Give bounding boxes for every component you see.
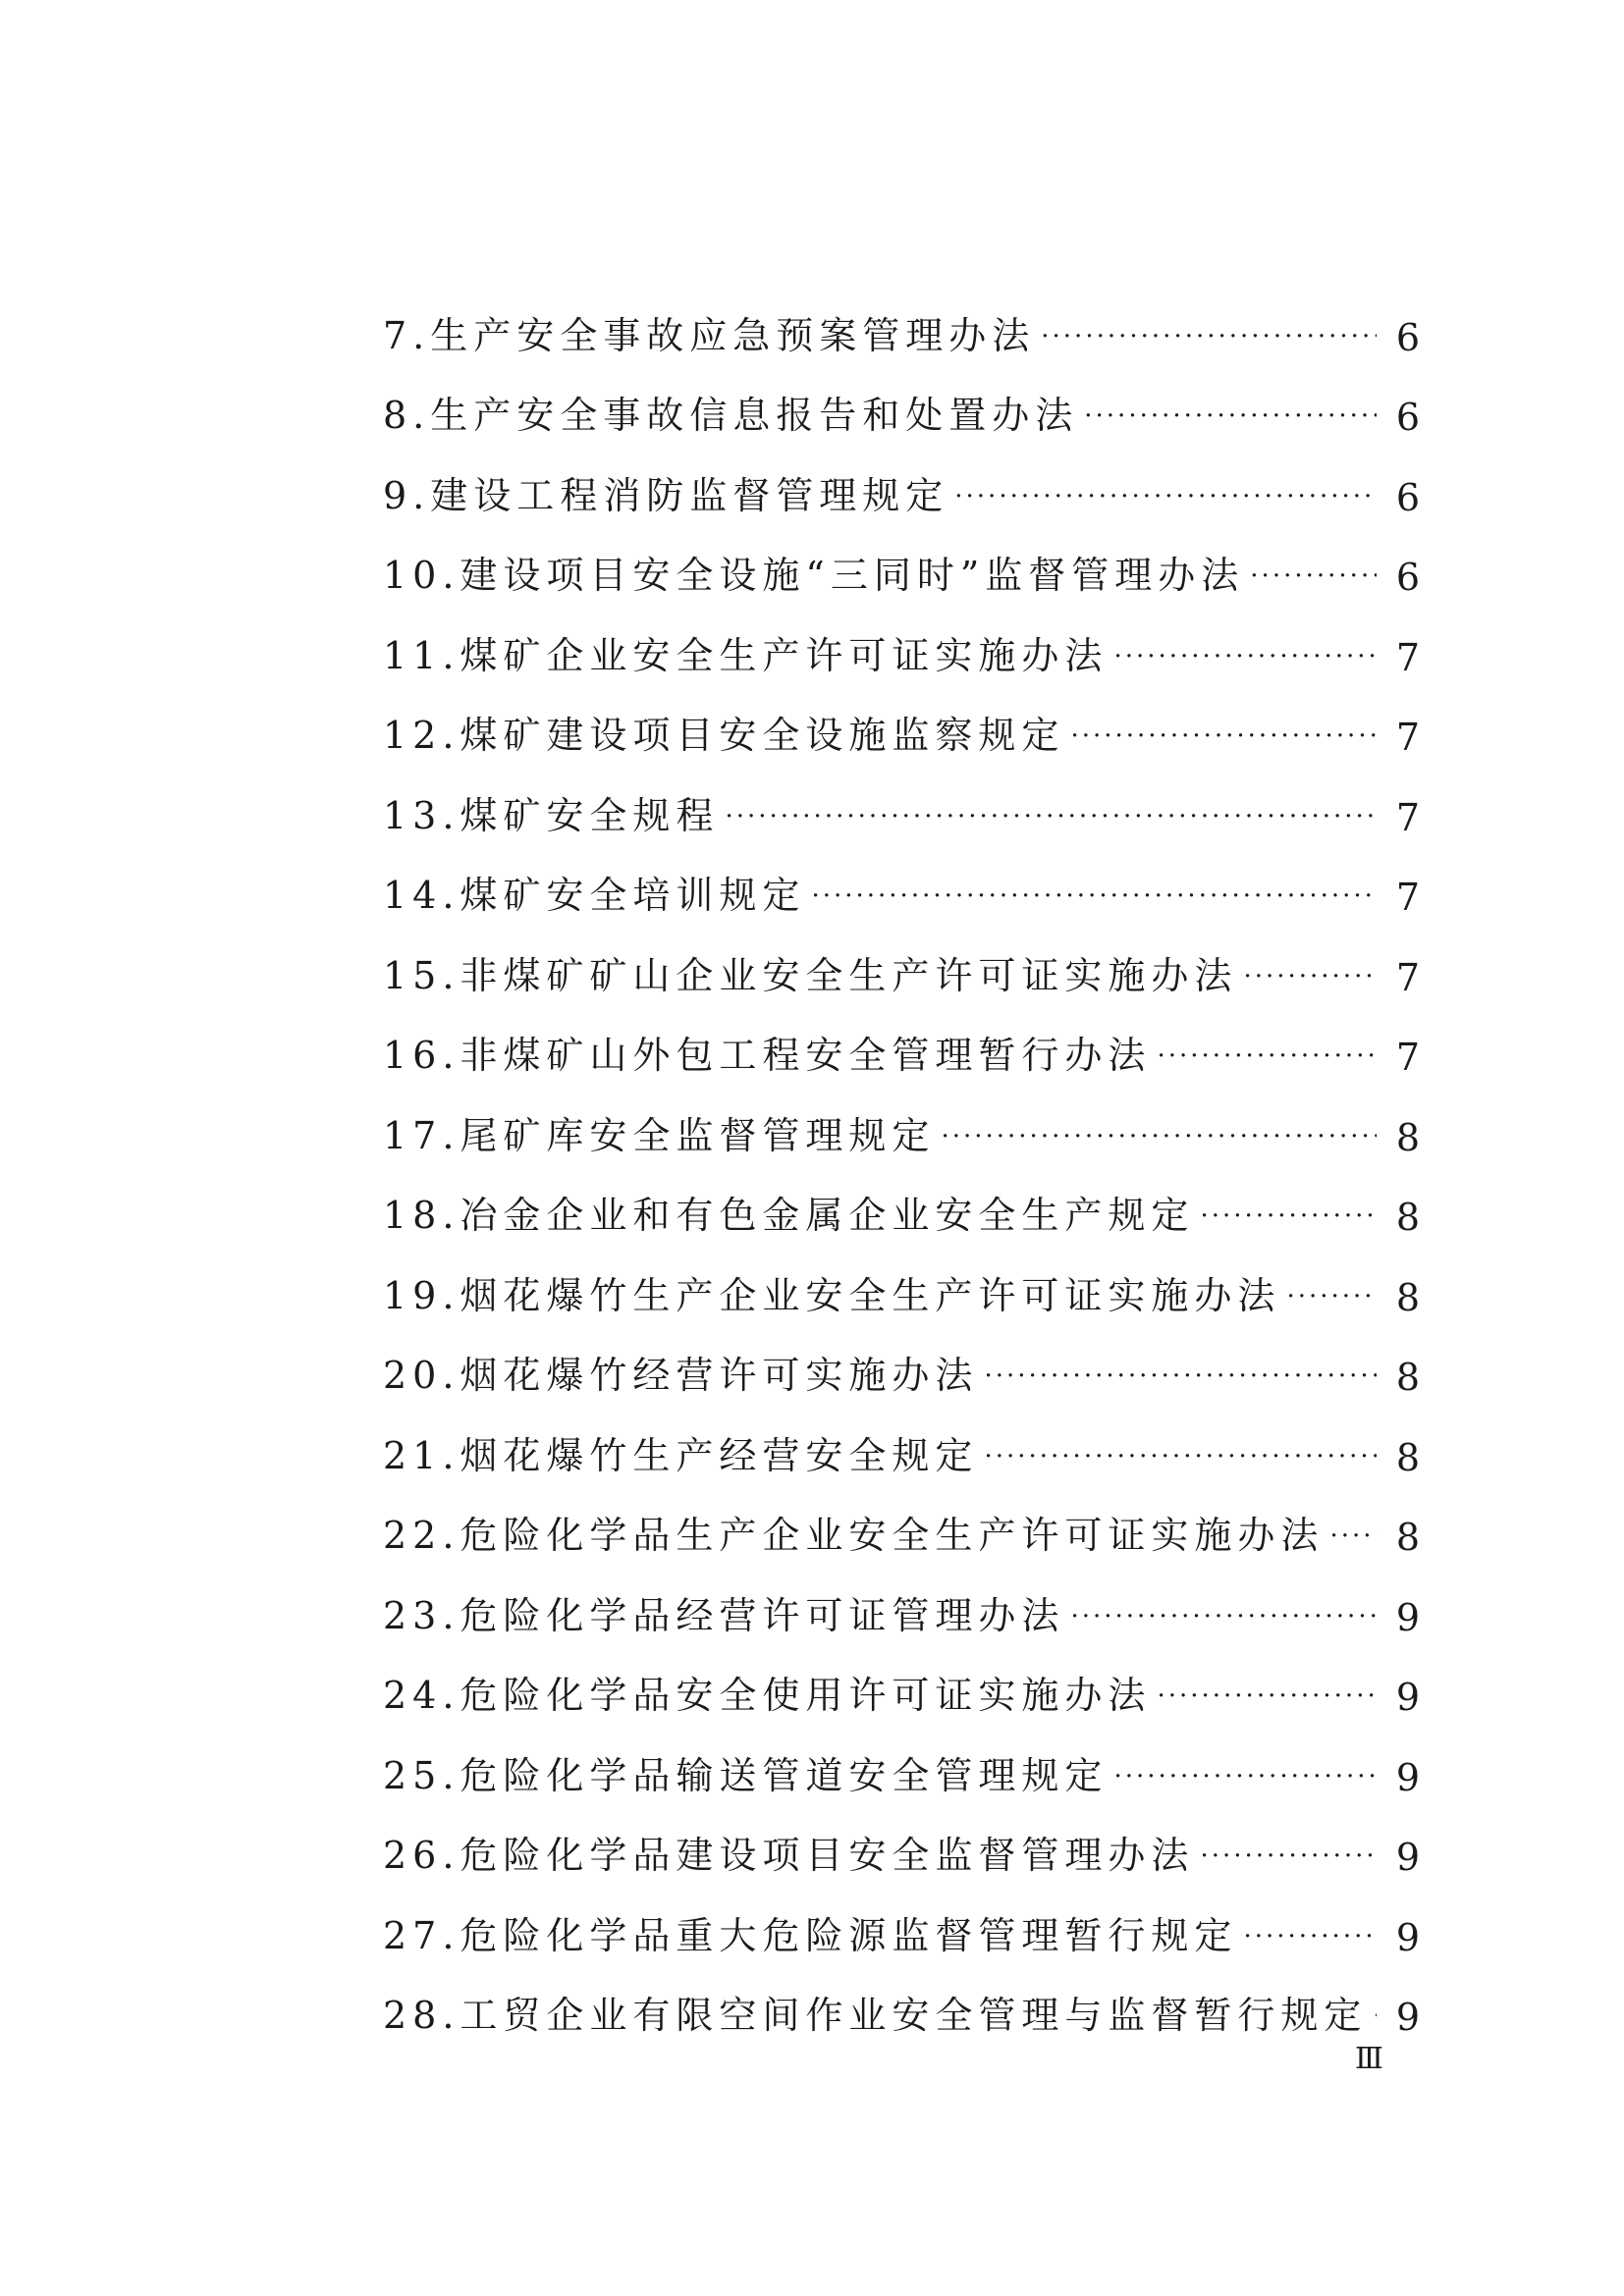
toc-entry xyxy=(383,1399,1420,1479)
toc-leader-dots xyxy=(1070,1604,1377,1639)
toc-leader-dots xyxy=(1157,1043,1377,1079)
toc-entry-title: 24.危险化学品安全使用许可证实施办法 xyxy=(383,1674,1152,1717)
toc-entry-title: 15.非煤矿矿山企业安全生产许可证实施办法 xyxy=(383,953,1238,997)
toc-leader-dots xyxy=(941,1124,1377,1159)
toc-entry xyxy=(383,1479,1420,1560)
toc-entry-page: 7 xyxy=(1395,716,1420,759)
toc-entry-page: 8 xyxy=(1395,1516,1420,1559)
toc-entry-page: 8 xyxy=(1395,1435,1420,1479)
toc-entry-page: 9 xyxy=(1395,1996,1420,2039)
toc-leader-dots xyxy=(1157,1683,1377,1719)
toc-leader-dots xyxy=(1243,1924,1377,1959)
toc-entry-page: 8 xyxy=(1395,1275,1420,1319)
toc-leader-dots xyxy=(1041,324,1377,359)
toc-entry-title: 11.煤矿企业安全生产许可证实施办法 xyxy=(383,633,1109,677)
toc-leader-dots xyxy=(1070,723,1377,759)
toc-entry-page: 6 xyxy=(1395,475,1420,519)
toc-leader-dots xyxy=(1286,1284,1377,1319)
toc-entry xyxy=(383,1319,1420,1400)
toc-leader-dots xyxy=(984,1363,1377,1399)
toc-entry-title: 12.煤矿建设项目安全设施监察规定 xyxy=(383,714,1065,757)
toc-entry xyxy=(383,359,1420,440)
toc-entry xyxy=(383,279,1420,359)
toc-entry-page: 7 xyxy=(1395,795,1420,839)
toc-entry xyxy=(383,1239,1420,1319)
toc-entry-title: 17.尾矿库安全监督管理规定 xyxy=(383,1113,936,1157)
toc-entry-page: 8 xyxy=(1395,1356,1420,1399)
toc-entry xyxy=(383,599,1420,679)
toc-entry-title: 18.冶金企业和有色金属企业安全生产规定 xyxy=(383,1194,1195,1237)
toc-entry-page: 7 xyxy=(1395,635,1420,679)
toc-leader-dots xyxy=(984,1444,1377,1479)
toc-leader-dots xyxy=(1113,1764,1377,1799)
toc-leader-dots xyxy=(1200,1203,1377,1239)
toc-leader-dots xyxy=(1250,563,1377,599)
toc-leader-dots xyxy=(1329,1523,1377,1559)
toc-entry xyxy=(383,439,1420,519)
toc-entry-title: 16.非煤矿山外包工程安全管理暂行办法 xyxy=(383,1034,1152,1077)
toc-entry-page: 8 xyxy=(1395,1196,1420,1239)
toc-entry-title: 14.煤矿安全培训规定 xyxy=(383,874,806,917)
toc-entry-page: 7 xyxy=(1395,1036,1420,1079)
toc-entry-page: 9 xyxy=(1395,1755,1420,1799)
toc-entry xyxy=(383,519,1420,600)
toc-entry xyxy=(383,1799,1420,1880)
toc-entry xyxy=(383,1079,1420,1159)
toc-leader-dots xyxy=(1084,403,1377,439)
toc-entry xyxy=(383,839,1420,920)
toc-leader-dots xyxy=(1243,964,1377,999)
page-number: Ⅲ xyxy=(1355,2042,1383,2076)
toc-entry-title: 19.烟花爆竹生产企业安全生产许可证实施办法 xyxy=(383,1273,1281,1317)
toc-entry-page: 9 xyxy=(1395,1836,1420,1879)
toc-entry-page: 6 xyxy=(1395,315,1420,359)
toc-entry xyxy=(383,1879,1420,1959)
toc-leader-dots xyxy=(954,484,1377,519)
toc-entry-title: 27.危险化学品重大危险源监督管理暂行规定 xyxy=(383,1913,1238,1957)
toc-entry-title: 20.烟花爆竹经营许可实施办法 xyxy=(383,1354,979,1397)
toc-entry-title: 21.烟花爆竹生产经营安全规定 xyxy=(383,1433,979,1477)
toc-leader-dots xyxy=(1200,1843,1377,1879)
toc-entry-title: 10.建设项目安全设施“三同时”监督管理办法 xyxy=(383,554,1245,597)
toc-entry-title: 22.危险化学品生产企业安全生产许可证实施办法 xyxy=(383,1514,1325,1557)
toc-entry xyxy=(383,1719,1420,1799)
toc-entry-title: 25.危险化学品输送管道安全管理规定 xyxy=(383,1753,1109,1797)
toc-entry xyxy=(383,1959,1420,2040)
toc-leader-dots xyxy=(1373,2003,1377,2039)
toc-leader-dots xyxy=(725,804,1377,839)
toc-leader-dots xyxy=(1113,644,1377,679)
toc-entry-title: 23.危险化学品经营许可证管理办法 xyxy=(383,1593,1065,1637)
toc-entry-page: 9 xyxy=(1395,1595,1420,1639)
toc-entry-title: 13.煤矿安全规程 xyxy=(383,793,720,837)
toc-entry-page: 6 xyxy=(1395,396,1420,439)
toc-entry xyxy=(383,759,1420,839)
toc-entry xyxy=(383,919,1420,999)
toc-entry-page: 9 xyxy=(1395,1676,1420,1719)
toc-leader-dots xyxy=(811,883,1377,919)
toc-entry-page: 9 xyxy=(1395,1915,1420,1959)
toc-entry-title: 26.危险化学品建设项目安全监督管理办法 xyxy=(383,1834,1195,1877)
toc-entry-title: 7.生产安全事故应急预案管理办法 xyxy=(383,313,1036,357)
toc-entry xyxy=(383,1159,1420,1240)
toc-entry-page: 6 xyxy=(1395,556,1420,599)
toc-entry-page: 7 xyxy=(1395,955,1420,999)
toc-entry-page: 7 xyxy=(1395,876,1420,919)
toc-entry-title: 8.生产安全事故信息报告和处置办法 xyxy=(383,394,1079,437)
toc-entry xyxy=(383,999,1420,1080)
toc-entry-page: 8 xyxy=(1395,1115,1420,1159)
toc-entry xyxy=(383,1639,1420,1720)
toc-entry-title: 28.工贸企业有限空间作业安全管理与监督暂行规定 xyxy=(383,1994,1368,2037)
toc-entry xyxy=(383,679,1420,760)
table-of-contents xyxy=(383,279,1420,2039)
toc-entry-title: 9.建设工程消防监督管理规定 xyxy=(383,473,949,517)
toc-entry xyxy=(383,1559,1420,1639)
